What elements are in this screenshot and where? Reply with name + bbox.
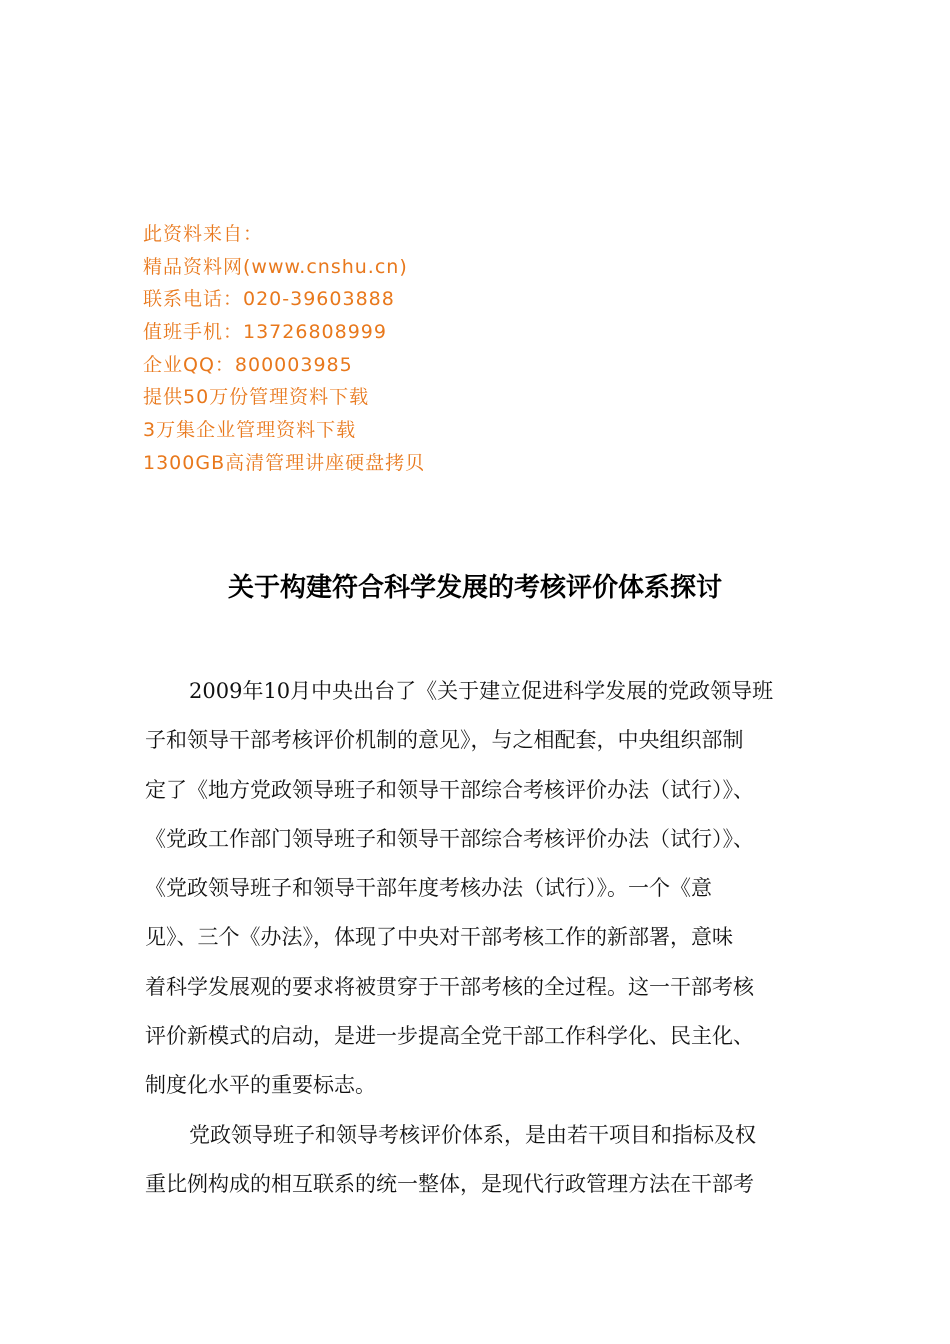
paragraph-line: 2009年10月中央出台了《关于建立促进科学发展的党政领导班 [189, 679, 774, 703]
document-title: 关于构建符合科学发展的考核评价体系探讨 [227, 573, 722, 603]
paragraph-line: 《党政工作部门领导班子和领导干部综合考核评价办法（试行）》、 [145, 826, 754, 851]
source-line-from: 此资料来自： [143, 223, 264, 245]
paragraph-line: 评价新模式的启动，是进一步提高全党干部工作科学化、民主化、 [145, 1024, 754, 1049]
paragraph-1 [145, 667, 825, 1111]
paragraph-line: 见》、三个《办法》，体现了中央对干部考核工作的新部署，意味 [145, 925, 733, 950]
paragraph-line: 党政领导班子和领导考核评价体系，是由若干项目和指标及权 [189, 1122, 756, 1147]
paragraph-line: 重比例构成的相互联系的统一整体，是现代行政管理方法在干部考 [145, 1171, 754, 1196]
source-line-offer-3: 1300GB高清管理讲座硬盘拷贝 [143, 451, 426, 474]
paragraph-line: 着科学发展观的要求将被贯穿于干部考核的全过程。这一干部考核 [145, 974, 754, 999]
source-line-offer-2: 3万集企业管理资料下载 [143, 419, 357, 442]
paragraph-2 [145, 1111, 825, 1210]
source-line-website: 精品资料网(www.cnshu.cn) [143, 255, 408, 278]
paragraph-line: 定了《地方党政领导班子和领导干部综合考核评价办法（试行）》、 [145, 777, 754, 802]
source-line-offer-1: 提供50万份管理资料下载 [143, 386, 370, 409]
paragraph-line: 《党政领导班子和领导干部年度考核办法（试行）》。一个《意 [145, 876, 712, 901]
paragraph-line: 制度化水平的重要标志。 [145, 1073, 376, 1098]
document-body [145, 667, 825, 1209]
source-line-mobile: 值班手机：13726808999 [143, 321, 387, 344]
source-info-block [143, 218, 743, 480]
source-line-phone: 联系电话：020-39603888 [143, 288, 395, 311]
source-line-qq: 企业QQ：800003985 [143, 353, 353, 376]
paragraph-line: 子和领导干部考核评价机制的意见》，与之相配套，中央组织部制 [145, 728, 744, 753]
